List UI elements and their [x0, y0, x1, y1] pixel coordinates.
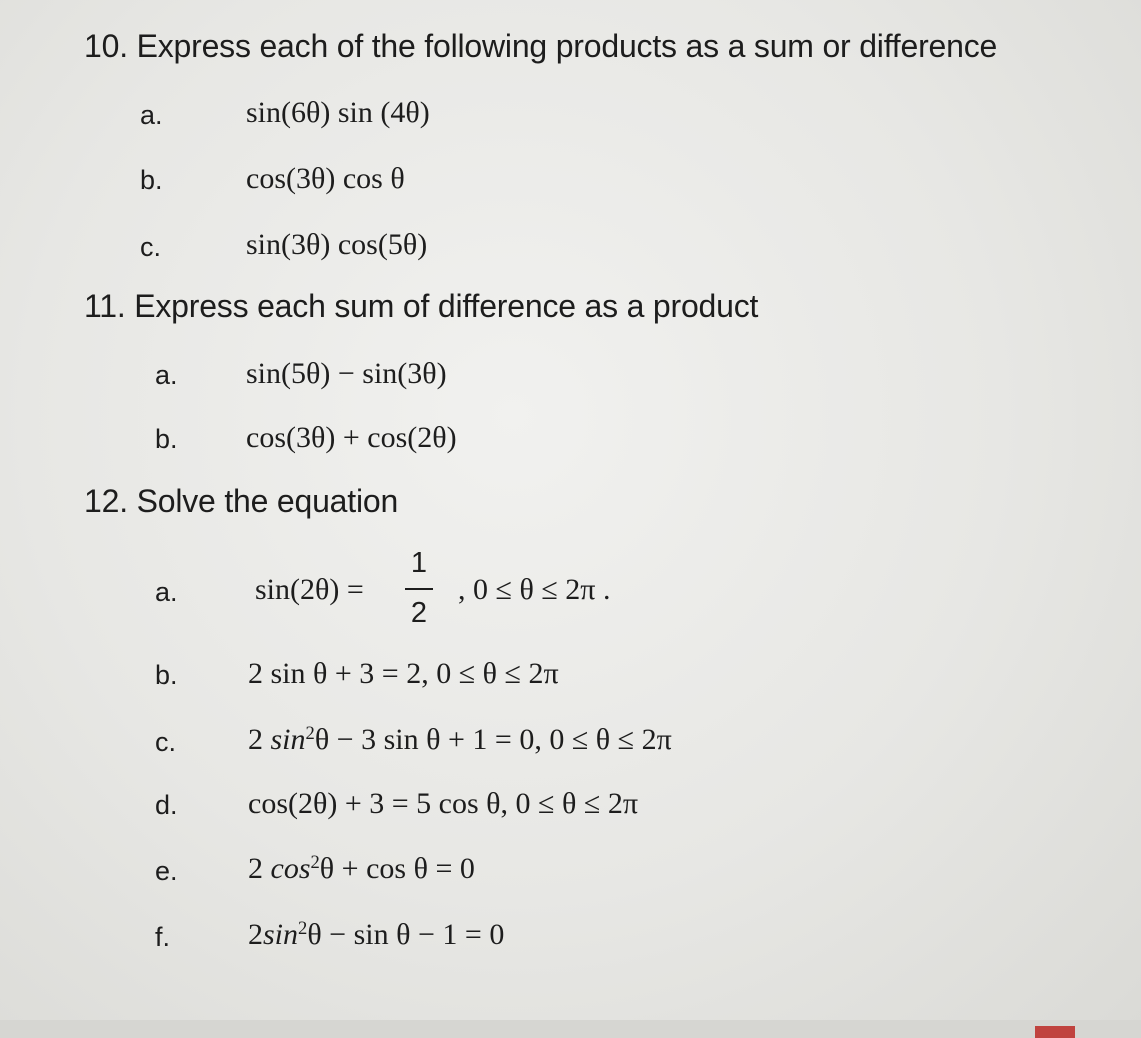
q12-c-label: c.: [155, 727, 177, 757]
q12-a-numerator: 1: [410, 547, 428, 579]
q10-a-label: a.: [140, 100, 163, 130]
screen-bottom-edge: [0, 1020, 1141, 1038]
question-10-title: 10. Express each of the following products as a sum or difference: [84, 28, 998, 64]
q12-a-denominator: 2: [410, 597, 428, 629]
q10-c-label: c.: [140, 232, 162, 262]
question-12-title: 12. Solve the equation: [84, 483, 399, 519]
q12-e-label: e.: [155, 856, 178, 886]
q12-a-fraction-bar: [405, 588, 433, 590]
q12-b-expression: 2 sin θ + 3 = 2, 0 ≤ θ ≤ 2π: [248, 657, 559, 690]
q12-e-expression: 2 $\cos^2\theta + \cos \theta = 0$: [248, 851, 475, 885]
q10-a-expression: sin(6θ) sin (4θ): [246, 96, 430, 129]
q10-b-label: b.: [140, 165, 163, 195]
taskbar-accent: [1035, 1026, 1075, 1038]
q12-a-domain: , 0 ≤ θ ≤ 2π .: [458, 573, 611, 606]
q11-a-label: a.: [155, 360, 178, 390]
q12-d-expression: cos(2θ) + 3 = 5 cos θ, 0 ≤ θ ≤ 2π: [248, 787, 638, 820]
q12-c-expression: 2 $\sin^2\theta - 3$ sin θ + 1 = 0, 0 ≤ θ ≤ 2π: [248, 722, 672, 756]
q10-b-expression: cos(3θ) cos θ: [246, 162, 405, 195]
q12-b-label: b.: [155, 660, 178, 690]
q10-c-expression: sin(3θ) cos(5θ): [246, 228, 428, 261]
q11-b-expression: cos(3θ) + cos(2θ): [246, 421, 457, 454]
q12-d-label: d.: [155, 790, 178, 820]
question-11-title: 11. Express each sum of difference as a product: [84, 288, 759, 324]
q11-a-expression: sin(5θ) − sin(3θ): [246, 357, 447, 390]
q12-a-lhs: sin(2θ) =: [255, 573, 364, 606]
q12-a-label: a.: [155, 577, 178, 607]
q11-b-label: b.: [155, 424, 178, 454]
q12-f-expression: $2\sin^2\theta - \sin \theta - 1 = 0$: [248, 917, 505, 951]
q12-f-label: f.: [155, 922, 171, 952]
